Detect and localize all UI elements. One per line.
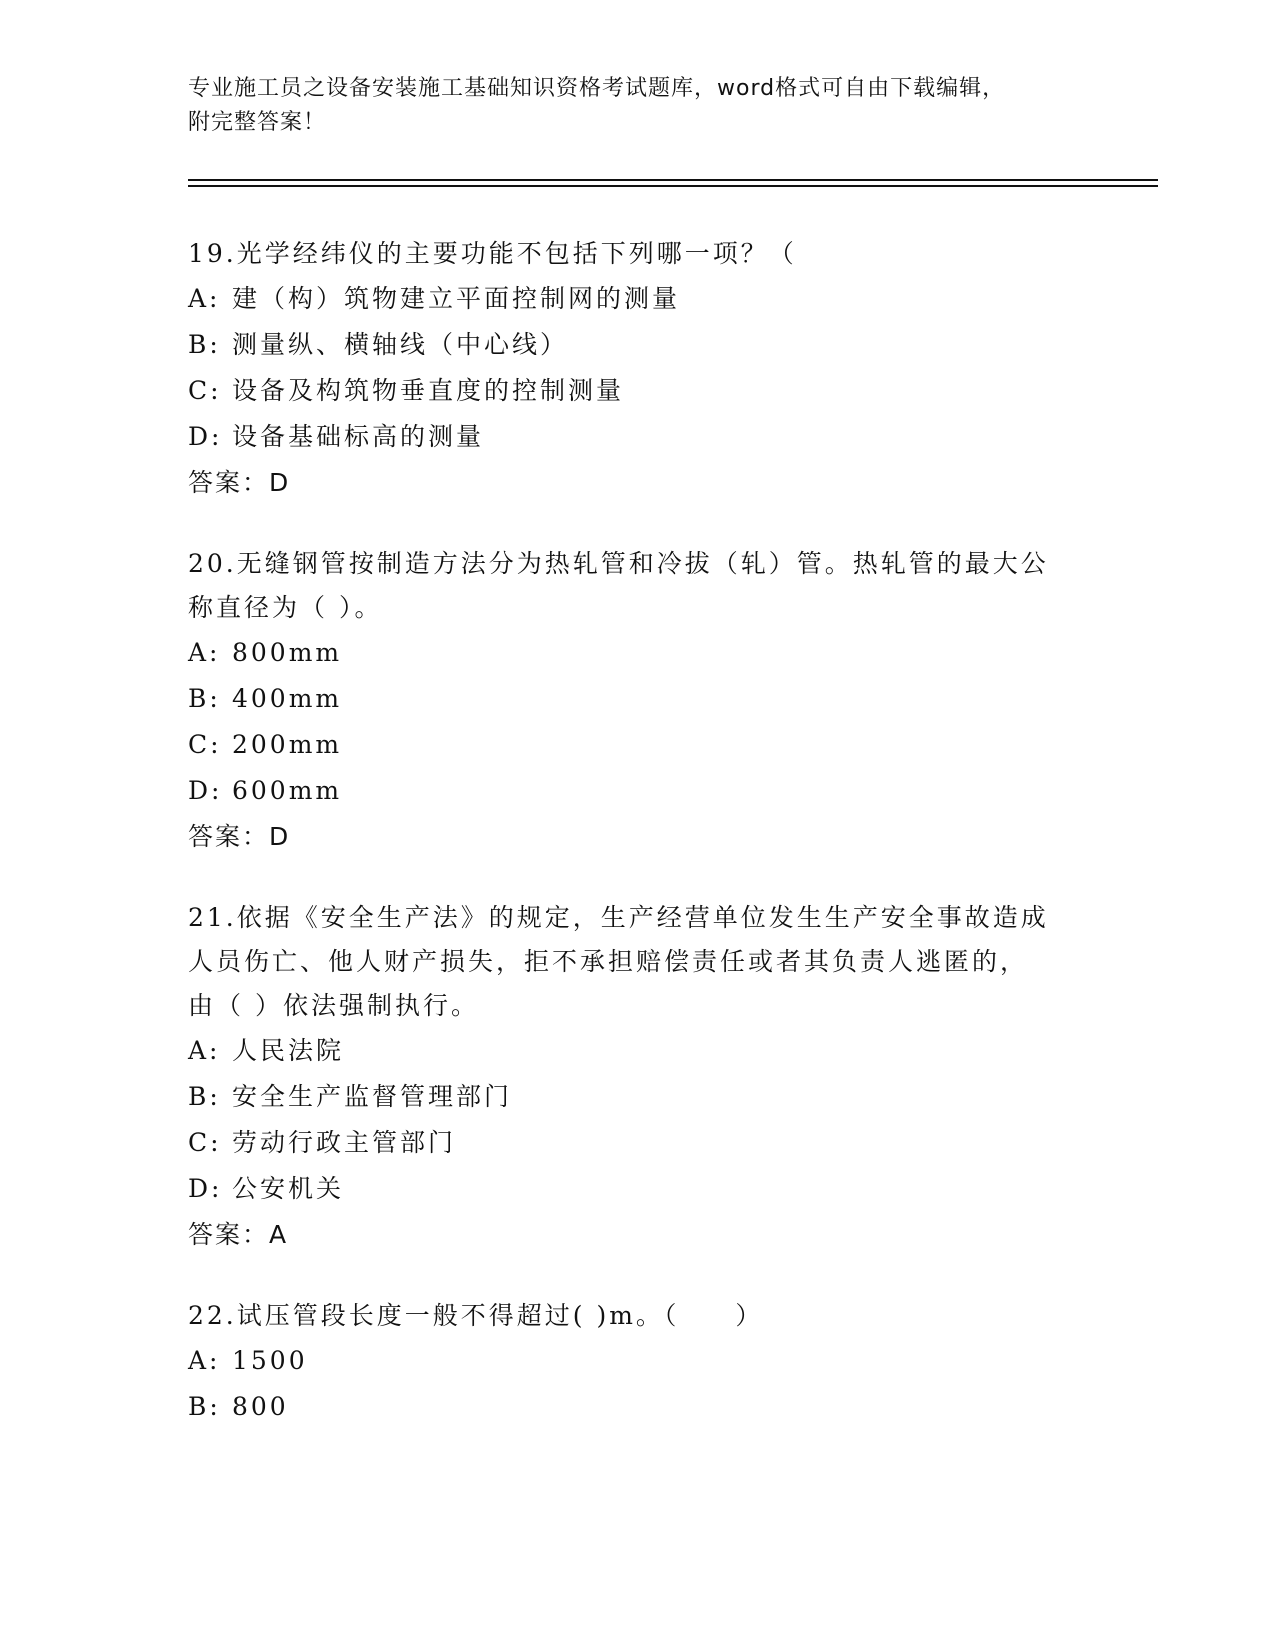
option-text: 安全生产监督管理部门 (232, 1082, 513, 1111)
option-key: D: (188, 776, 223, 805)
option-text: 1500 (232, 1346, 308, 1375)
option-key: D: (188, 422, 223, 451)
header-divider-bottom (188, 185, 1158, 187)
option-text: 设备及构筑物垂直度的控制测量 (232, 376, 625, 405)
document-header (188, 72, 1158, 140)
option-key: C: (188, 730, 222, 759)
option-text: 公安机关 (232, 1174, 345, 1203)
option-text: 设备基础标高的测量 (232, 422, 485, 451)
option-key: A: (188, 638, 221, 667)
option-key: B: (188, 330, 221, 359)
option-text: 建（构）筑物建立平面控制网的测量 (232, 284, 681, 313)
option-key: A: (188, 284, 221, 313)
answer-option (188, 1166, 1088, 1212)
option-key: B: (188, 684, 221, 713)
option-key: A: (188, 1346, 221, 1375)
question-list (188, 232, 1088, 1466)
question-text: 称直径为（ ）。 (188, 593, 383, 622)
question-text: 20.无缝钢管按制造方法分为热轧管和冷拔（轧）管。热轧管的最大公 (188, 549, 1049, 578)
header-line-2: 附完整答案！ (188, 110, 327, 135)
question-text: 21.依据《安全生产法》的规定，生产经营单位发生生产安全事故造成 (188, 903, 1049, 932)
question-block (188, 232, 1088, 506)
answer-option (188, 1074, 1088, 1120)
option-text: 测量纵、横轴线（中心线） (232, 330, 569, 359)
answer-option (188, 1338, 1088, 1384)
option-text: 400mm (232, 684, 343, 713)
option-key: C: (188, 376, 222, 405)
answer-option (188, 1120, 1088, 1166)
answer-option (188, 322, 1088, 368)
question-text: 人员伤亡、他人财产损失，拒不承担赔偿责任或者其负责人逃匿的， (188, 947, 1029, 976)
answer-option (188, 276, 1088, 322)
option-text: 劳动行政主管部门 (232, 1128, 457, 1157)
answer-option (188, 368, 1088, 414)
answer-option (188, 676, 1088, 722)
answer-line: 答案：D (188, 822, 291, 851)
answer-option (188, 768, 1088, 814)
question-block (188, 896, 1088, 1258)
question-block (188, 542, 1088, 860)
question-block (188, 1294, 1088, 1430)
answer-line: 答案：D (188, 468, 291, 497)
question-text: 22.试压管段长度一般不得超过( )m。（ ） (188, 1301, 764, 1330)
option-key: C: (188, 1128, 222, 1157)
answer-option (188, 1384, 1088, 1430)
answer-option (188, 414, 1088, 460)
header-divider-top (188, 179, 1158, 181)
option-key: A: (188, 1036, 221, 1065)
option-key: D: (188, 1174, 223, 1203)
option-text: 800 (232, 1392, 289, 1421)
question-text: 19.光学经纬仪的主要功能不包括下列哪一项？（ (188, 239, 797, 268)
header-line-1: 专业施工员之设备安装施工基础知识资格考试题库，word格式可自由下载编辑， (188, 76, 1006, 101)
answer-option (188, 630, 1088, 676)
option-text: 800mm (232, 638, 343, 667)
answer-option (188, 1028, 1088, 1074)
option-key: B: (188, 1392, 221, 1421)
question-text: 由（ ）依法强制执行。 (188, 991, 479, 1020)
answer-option (188, 722, 1088, 768)
answer-line: 答案：A (188, 1220, 289, 1249)
option-text: 200mm (232, 730, 343, 759)
option-text: 人民法院 (232, 1036, 345, 1065)
option-key: B: (188, 1082, 221, 1111)
option-text: 600mm (232, 776, 343, 805)
